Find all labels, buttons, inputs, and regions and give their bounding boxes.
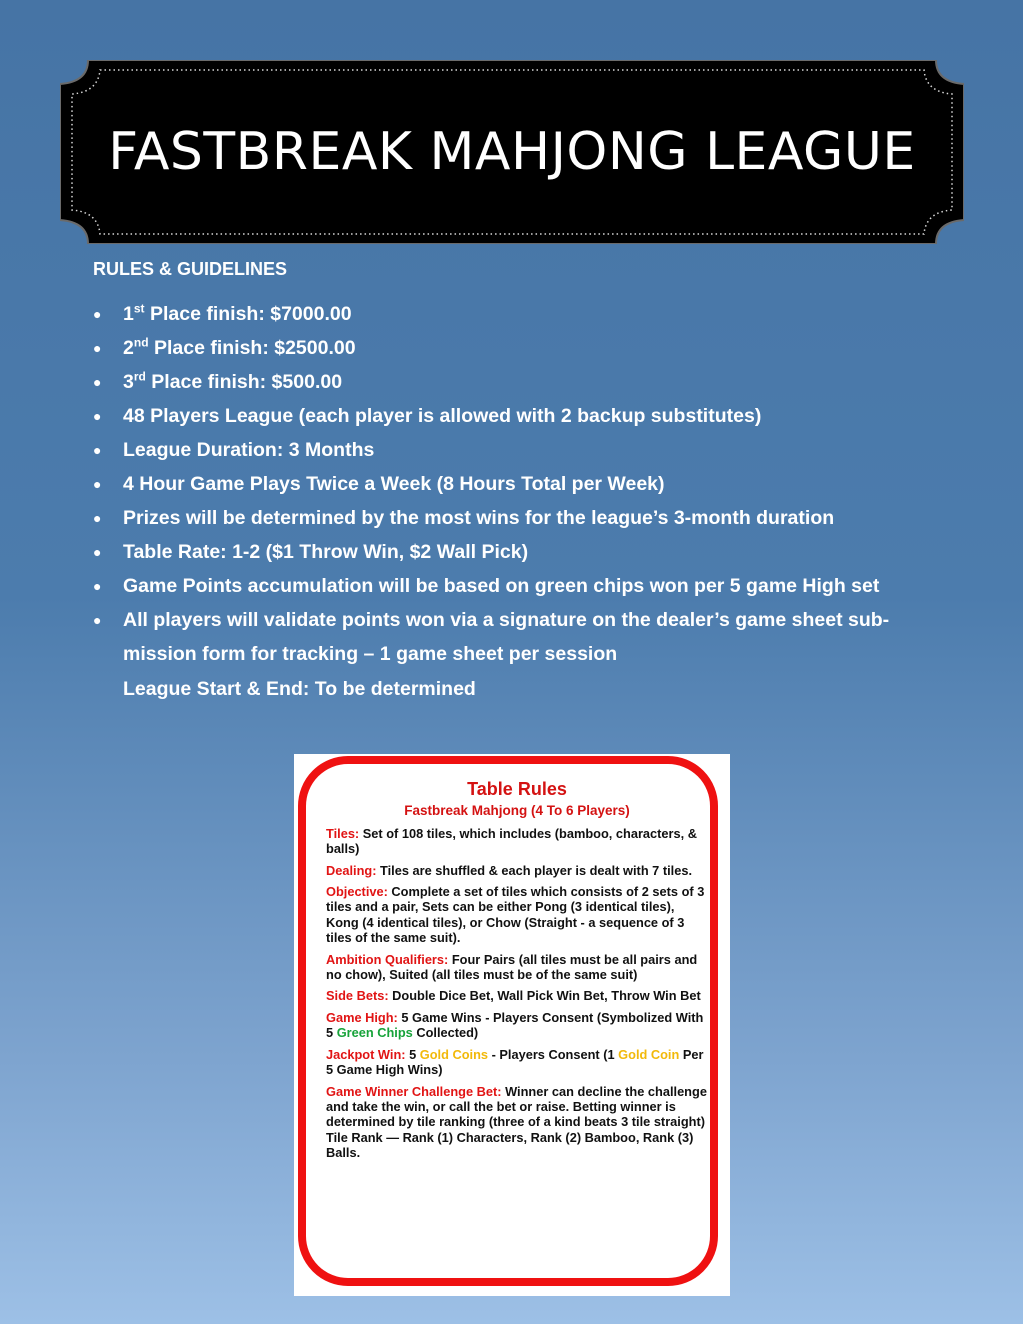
list-item: ● 1st Place finish: $7000.00 [93, 297, 933, 331]
rule-dealing: Dealing: Tiles are shuffled & each player is dealt with 7 tiles. [326, 862, 693, 878]
list-item: ● All players will validate points won via a signature on the dealer’s game sheet sub-mission form for tracking – 1 game sheet per session [93, 603, 933, 671]
bullet-icon: ● [93, 374, 102, 390]
rule-game-high: Game High: 5 Game Wins - Players Consent (Symbolized With 5 Green Chips Collected) [326, 1009, 704, 1041]
bullet-icon: ● [93, 442, 102, 458]
list-item: ● Prizes will be determined by the most wins for the league’s 3-month duration [93, 501, 933, 535]
list-item: ● 4 Hour Game Plays Twice a Week (8 Hours Total per Week) [93, 467, 933, 501]
list-item: ● League Duration: 3 Months [93, 433, 933, 467]
bullet-icon: ● [93, 510, 102, 526]
list-item: ● 2nd Place finish: $2500.00 [93, 331, 933, 365]
bullet-icon: ● [93, 340, 102, 356]
list-item: ● Game Points accumulation will be based on green chips won per 5 game High set [93, 569, 933, 603]
league-start-end: League Start & End: To be determined [123, 678, 476, 700]
bullet-icon: ● [93, 408, 102, 424]
rule-side-bets: Side Bets: Double Dice Bet, Wall Pick Win Bet, Throw Win Bet [326, 988, 701, 1004]
rules-list [93, 297, 933, 671]
rules-heading: RULES & GUIDELINES [93, 259, 288, 279]
rule-tiles: Tiles: Set of 108 tiles, which includes (bamboo, characters, & balls) [326, 825, 697, 857]
table-rules-card [294, 754, 730, 1296]
list-item: ● 3rd Place finish: $500.00 [93, 365, 933, 399]
rule-jackpot: Jackpot Win: 5 Gold Coins - Players Consent (1 Gold Coin Per 5 Game High Wins) [326, 1046, 704, 1078]
bullet-icon: ● [93, 612, 102, 628]
rule-challenge-bet: Game Winner Challenge Bet: Winner can decline the challenge and take the win, or call the bet or raise. Betting winner is determined by tile ranking (three of a kind beats 3 tile straight) Tile Rank — Rank (1) Characters, Rank (2) Bamboo, Rank (3) Balls. [326, 1083, 707, 1161]
card-title: Table Rules [467, 779, 567, 799]
bullet-icon: ● [93, 544, 102, 560]
rule-objective: Objective: Complete a set of tiles which consists of 2 sets of 3 tiles and a pair, Sets can be either Pong (3 identical tiles), Kong (4 identical tiles), or Chow (Straight - a sequence of 3 tiles of the same suit). [326, 884, 705, 946]
bullet-icon: ● [93, 476, 102, 492]
list-item: ● 48 Players League (each player is allowed with 2 backup substitutes) [93, 399, 933, 433]
card-content [326, 779, 708, 1167]
list-item: ● Table Rate: 1-2 ($1 Throw Win, $2 Wall Pick) [93, 535, 933, 569]
bullet-icon: ● [93, 578, 102, 594]
title-banner [60, 60, 964, 244]
page-title: FASTBREAK MAHJONG LEAGUE [108, 122, 916, 182]
bullet-icon: ● [93, 306, 102, 322]
rule-ambition: Ambition Qualifiers: Four Pairs (all tiles must be all pairs and no chow), Suited (all tiles must be of the same suit) [326, 951, 698, 983]
card-subtitle: Fastbreak Mahjong (4 To 6 Players) [404, 803, 630, 819]
